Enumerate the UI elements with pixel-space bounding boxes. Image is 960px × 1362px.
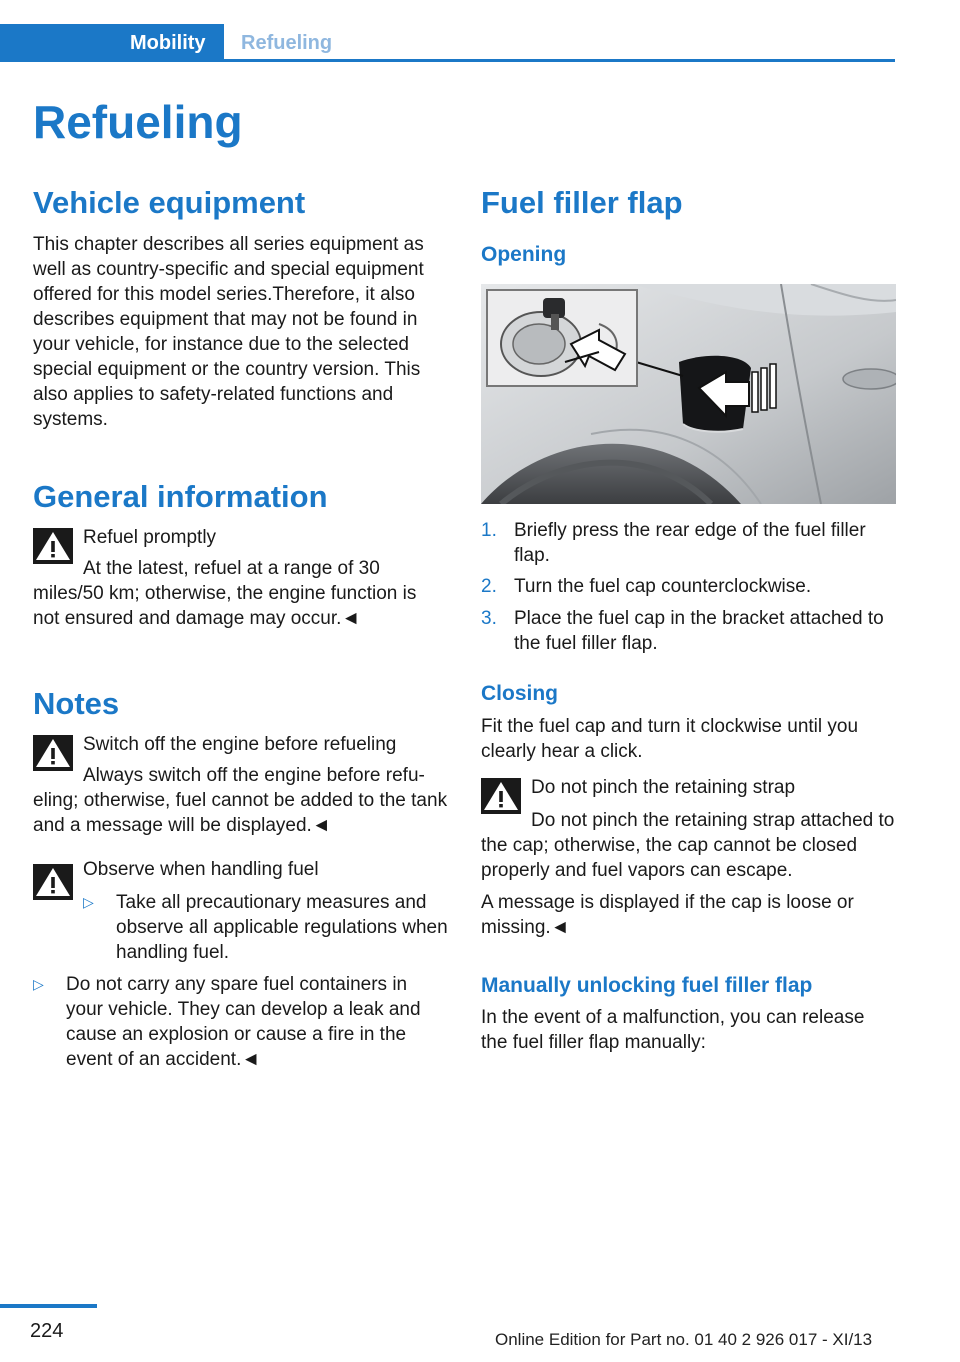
fuel-filler-flap-illustration: MV03995CMA (481, 284, 896, 504)
step-text: Place the fuel cap in the bracket attached to the fuel filler flap. (514, 608, 884, 654)
warning-title: Switch off the engine before refueling (83, 734, 397, 755)
step-number: 3. (481, 608, 497, 629)
tab-mobility[interactable]: Mobility (0, 24, 224, 62)
warning-title: Observe when handling fuel (83, 859, 319, 880)
list-item-text: Do not carry any spare fuel containers in your vehicle. They can develop a leak and cause an explosion or cause a fire in the event of an accident.◄ (66, 974, 421, 1070)
warning-title: Refuel promptly (83, 527, 217, 548)
heading-notes: Notes (33, 686, 120, 721)
page-title: Refueling (33, 96, 243, 148)
list-item-text: Take all precautionary measures and observe all applicable regulations when handling fuel. (116, 892, 448, 963)
page-number: 224 (30, 1320, 64, 1342)
heading-manual-unlock: Manually unlocking fuel filler flap (481, 974, 813, 997)
edition-footer: Online Edition for Part no. 01 40 2 926 017 - XI/13 (495, 1330, 873, 1349)
closing-text: Fit the fuel cap and turn it clockwise until you clearly hear a click. (481, 716, 859, 762)
tab-refueling[interactable]: Refueling (241, 32, 333, 54)
warning-text: Do not pinch the retaining strap attached to the cap; otherwise, the cap cannot be closed properly and fuel vapors can escape. (481, 810, 895, 881)
triangle-bullet-icon: ▷ (33, 976, 44, 992)
heading-opening: Opening (481, 243, 567, 266)
manual-unlock-text: In the event of a malfunction, you can release the fuel filler flap manually: (481, 1007, 865, 1053)
step-text: Turn the fuel cap counterclockwise. (514, 576, 812, 597)
vehicle-equipment-text: This chapter describes all series equipment as well as country-specific and special equipment offered for this model series.Therefore, it also describes equipment that may not be found in your vehicle, for instance due to the selected special equipment or the country version. This also applies to safety-related functions and systems. (33, 234, 424, 430)
section-tab-bar (0, 24, 895, 62)
heading-vehicle-equipment: Vehicle equipment (33, 185, 306, 220)
warning-icon (33, 864, 73, 900)
heading-closing: Closing (481, 682, 558, 705)
heading-fuel-filler-flap: Fuel filler flap (481, 185, 683, 220)
warning-text: Always switch off the engine before refueling; otherwise, fuel cannot be added to the tank and a message will be displayed.◄ (33, 765, 448, 836)
triangle-bullet-icon: ▷ (83, 894, 94, 910)
fuel-flap-illustration-drawing (481, 284, 896, 504)
warning-title: Do not pinch the retaining strap (531, 777, 796, 798)
warning-text: At the latest, refuel at a range of 30 miles/50 km; otherwise, the engine function is not ensured and damage may occur.◄ (33, 558, 417, 629)
warning-text-continued: A message is displayed if the cap is loose or missing.◄ (481, 892, 854, 938)
step-text: Briefly press the rear edge of the fuel filler flap. (514, 520, 866, 566)
heading-general-information: General information (33, 479, 328, 514)
step-number: 2. (481, 576, 497, 597)
footer-rule (0, 1304, 97, 1308)
step-number: 1. (481, 520, 497, 541)
